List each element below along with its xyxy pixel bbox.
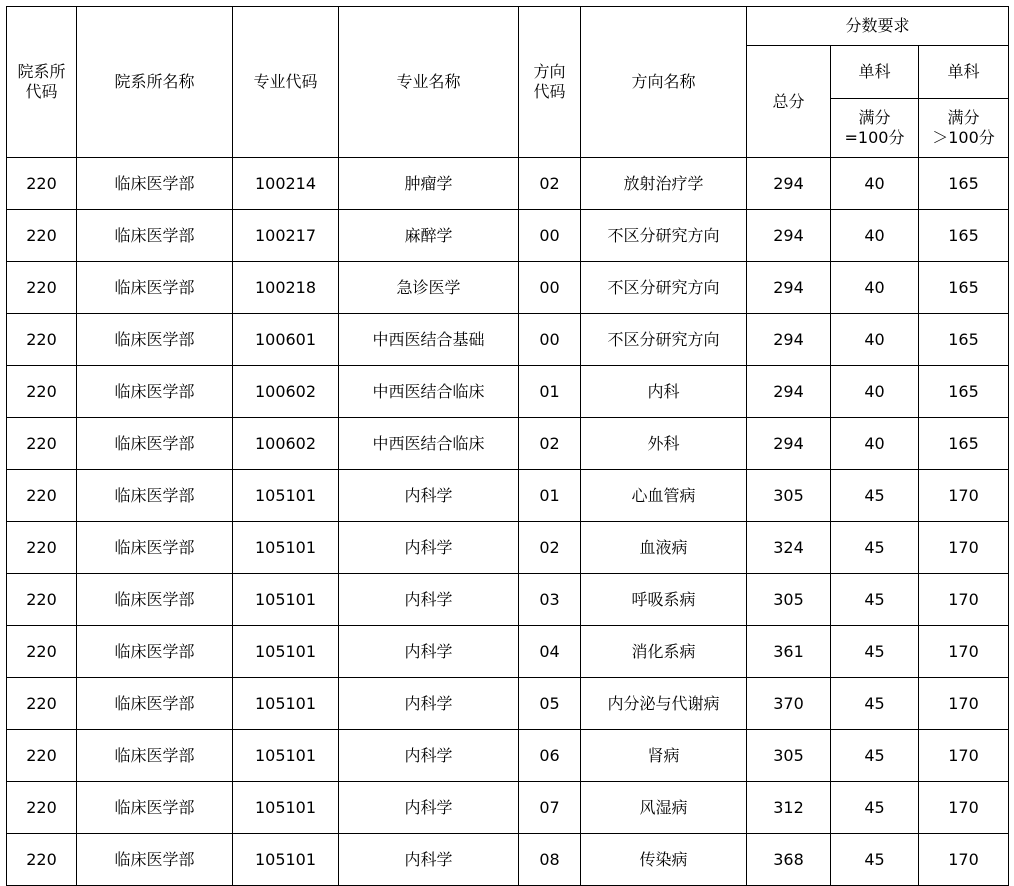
table-row	[7, 626, 1009, 678]
single-b-line1: 满分	[947, 108, 980, 127]
cell-major-code: 105101	[233, 782, 339, 834]
cell-major-name: 内科学	[339, 678, 519, 730]
cell-single-b: 170	[919, 678, 1009, 730]
table-row	[7, 730, 1009, 782]
table-row	[7, 834, 1009, 886]
column-header-dept-name: 院系所名称	[77, 7, 233, 158]
cell-single-a: 40	[831, 418, 919, 470]
cell-single-b: 170	[919, 782, 1009, 834]
cell-single-b: 165	[919, 418, 1009, 470]
cell-direction-name: 肾病	[581, 730, 747, 782]
column-header-dept-code	[7, 7, 77, 158]
cell-total-score: 294	[747, 314, 831, 366]
column-header-total-score: 总分	[747, 46, 831, 158]
cell-single-b: 170	[919, 522, 1009, 574]
cell-major-name: 麻醉学	[339, 210, 519, 262]
cell-total-score: 361	[747, 626, 831, 678]
cell-direction-code: 00	[519, 314, 581, 366]
cell-direction-code: 05	[519, 678, 581, 730]
cell-major-name: 中西医结合临床	[339, 418, 519, 470]
cell-dept-name: 临床医学部	[77, 574, 233, 626]
cell-total-score: 324	[747, 522, 831, 574]
cell-direction-name: 血液病	[581, 522, 747, 574]
table-row	[7, 418, 1009, 470]
cell-major-name: 内科学	[339, 470, 519, 522]
cell-total-score: 294	[747, 366, 831, 418]
cell-direction-name: 外科	[581, 418, 747, 470]
table-body	[7, 158, 1009, 886]
cell-dept-code: 220	[7, 522, 77, 574]
table-row	[7, 678, 1009, 730]
cell-major-code: 105101	[233, 626, 339, 678]
cell-dept-code: 220	[7, 730, 77, 782]
cell-major-code: 105101	[233, 730, 339, 782]
cell-major-code: 100602	[233, 366, 339, 418]
table-row	[7, 262, 1009, 314]
score-requirement-table	[6, 6, 1009, 886]
cell-major-name: 内科学	[339, 782, 519, 834]
cell-single-b: 165	[919, 158, 1009, 210]
cell-direction-code: 07	[519, 782, 581, 834]
cell-single-a: 45	[831, 834, 919, 886]
cell-dept-name: 临床医学部	[77, 418, 233, 470]
cell-total-score: 370	[747, 678, 831, 730]
cell-dept-code: 220	[7, 574, 77, 626]
cell-direction-code: 02	[519, 522, 581, 574]
cell-direction-code: 01	[519, 470, 581, 522]
cell-direction-code: 04	[519, 626, 581, 678]
cell-direction-code: 02	[519, 158, 581, 210]
cell-dept-name: 临床医学部	[77, 158, 233, 210]
dept-code-line2: 代码	[25, 82, 58, 101]
single-b-line2: ＞100分	[932, 128, 995, 147]
cell-direction-name: 消化系病	[581, 626, 747, 678]
cell-single-a: 45	[831, 678, 919, 730]
cell-dept-name: 临床医学部	[77, 314, 233, 366]
cell-dept-code: 220	[7, 366, 77, 418]
cell-dept-name: 临床医学部	[77, 730, 233, 782]
cell-single-b: 165	[919, 262, 1009, 314]
cell-major-code: 105101	[233, 574, 339, 626]
cell-dept-code: 220	[7, 470, 77, 522]
column-header-major-code: 专业代码	[233, 7, 339, 158]
cell-major-code: 100218	[233, 262, 339, 314]
table-row	[7, 470, 1009, 522]
cell-single-b: 170	[919, 626, 1009, 678]
table-row	[7, 366, 1009, 418]
cell-direction-name: 内科	[581, 366, 747, 418]
cell-major-name: 肿瘤学	[339, 158, 519, 210]
table-row	[7, 522, 1009, 574]
cell-single-a: 45	[831, 626, 919, 678]
cell-direction-code: 00	[519, 262, 581, 314]
table-row	[7, 314, 1009, 366]
cell-direction-name: 放射治疗学	[581, 158, 747, 210]
cell-single-b: 170	[919, 574, 1009, 626]
direction-code-line1: 方向	[533, 62, 566, 81]
cell-dept-code: 220	[7, 834, 77, 886]
cell-direction-code: 00	[519, 210, 581, 262]
cell-dept-name: 临床医学部	[77, 522, 233, 574]
cell-total-score: 312	[747, 782, 831, 834]
column-header-direction-name: 方向名称	[581, 7, 747, 158]
cell-dept-name: 临床医学部	[77, 782, 233, 834]
cell-major-code: 105101	[233, 522, 339, 574]
cell-single-b: 165	[919, 314, 1009, 366]
cell-major-code: 105101	[233, 678, 339, 730]
header-row-1	[7, 7, 1009, 46]
cell-direction-name: 不区分研究方向	[581, 262, 747, 314]
cell-dept-code: 220	[7, 314, 77, 366]
cell-single-a: 45	[831, 782, 919, 834]
cell-direction-name: 内分泌与代谢病	[581, 678, 747, 730]
cell-total-score: 294	[747, 418, 831, 470]
cell-major-name: 急诊医学	[339, 262, 519, 314]
cell-single-a: 45	[831, 522, 919, 574]
column-header-score-group: 分数要求	[747, 7, 1009, 46]
cell-single-a: 40	[831, 262, 919, 314]
cell-direction-code: 02	[519, 418, 581, 470]
cell-total-score: 368	[747, 834, 831, 886]
cell-direction-code: 06	[519, 730, 581, 782]
cell-dept-code: 220	[7, 210, 77, 262]
cell-major-code: 105101	[233, 834, 339, 886]
cell-dept-code: 220	[7, 678, 77, 730]
cell-major-name: 内科学	[339, 626, 519, 678]
column-header-direction-code	[519, 7, 581, 158]
table-row	[7, 574, 1009, 626]
table-row	[7, 210, 1009, 262]
cell-single-a: 45	[831, 470, 919, 522]
cell-dept-name: 临床医学部	[77, 626, 233, 678]
single-a-line1: 满分	[858, 108, 891, 127]
dept-code-line1: 院系所	[17, 62, 66, 81]
cell-major-name: 内科学	[339, 834, 519, 886]
cell-direction-name: 不区分研究方向	[581, 314, 747, 366]
cell-total-score: 294	[747, 262, 831, 314]
cell-major-code: 100214	[233, 158, 339, 210]
cell-direction-code: 03	[519, 574, 581, 626]
table-row	[7, 782, 1009, 834]
cell-direction-code: 08	[519, 834, 581, 886]
cell-dept-code: 220	[7, 262, 77, 314]
table-header	[7, 7, 1009, 158]
cell-single-b: 170	[919, 834, 1009, 886]
cell-total-score: 305	[747, 470, 831, 522]
cell-single-a: 40	[831, 158, 919, 210]
direction-code-line2: 代码	[533, 82, 566, 101]
cell-single-a: 40	[831, 210, 919, 262]
cell-major-code: 100602	[233, 418, 339, 470]
cell-total-score: 305	[747, 730, 831, 782]
cell-total-score: 305	[747, 574, 831, 626]
cell-major-name: 内科学	[339, 730, 519, 782]
cell-direction-name: 心血管病	[581, 470, 747, 522]
cell-dept-name: 临床医学部	[77, 834, 233, 886]
column-header-single-subject-b-detail	[919, 99, 1009, 158]
cell-major-name: 内科学	[339, 522, 519, 574]
column-header-single-subject-a: 单科	[831, 46, 919, 99]
cell-single-a: 45	[831, 574, 919, 626]
cell-single-a: 40	[831, 366, 919, 418]
cell-total-score: 294	[747, 158, 831, 210]
cell-major-code: 105101	[233, 470, 339, 522]
cell-single-a: 45	[831, 730, 919, 782]
cell-direction-name: 呼吸系病	[581, 574, 747, 626]
cell-dept-name: 临床医学部	[77, 210, 233, 262]
cell-major-name: 中西医结合临床	[339, 366, 519, 418]
cell-direction-code: 01	[519, 366, 581, 418]
cell-total-score: 294	[747, 210, 831, 262]
cell-direction-name: 传染病	[581, 834, 747, 886]
cell-single-b: 170	[919, 470, 1009, 522]
cell-dept-name: 临床医学部	[77, 262, 233, 314]
column-header-major-name: 专业名称	[339, 7, 519, 158]
cell-major-name: 中西医结合基础	[339, 314, 519, 366]
cell-dept-name: 临床医学部	[77, 366, 233, 418]
cell-single-b: 165	[919, 210, 1009, 262]
cell-dept-name: 临床医学部	[77, 470, 233, 522]
cell-dept-code: 220	[7, 782, 77, 834]
cell-single-b: 170	[919, 730, 1009, 782]
cell-dept-code: 220	[7, 158, 77, 210]
cell-major-code: 100217	[233, 210, 339, 262]
cell-dept-name: 临床医学部	[77, 678, 233, 730]
cell-direction-name: 不区分研究方向	[581, 210, 747, 262]
column-header-single-subject-a-detail	[831, 99, 919, 158]
cell-dept-code: 220	[7, 418, 77, 470]
cell-major-code: 100601	[233, 314, 339, 366]
cell-dept-code: 220	[7, 626, 77, 678]
cell-single-b: 165	[919, 366, 1009, 418]
column-header-single-subject-b: 单科	[919, 46, 1009, 99]
cell-direction-name: 风湿病	[581, 782, 747, 834]
cell-single-a: 40	[831, 314, 919, 366]
table-row	[7, 158, 1009, 210]
single-a-line2: =100分	[844, 128, 905, 147]
cell-major-name: 内科学	[339, 574, 519, 626]
